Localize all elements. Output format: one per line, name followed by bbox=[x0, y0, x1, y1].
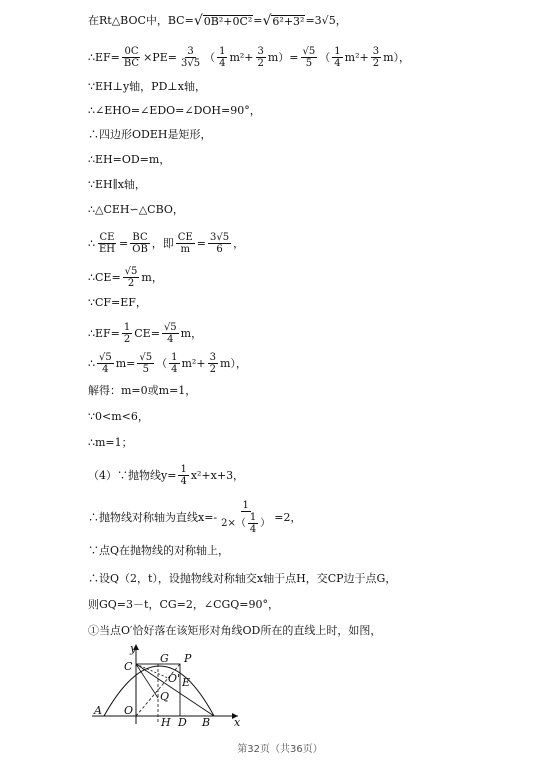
text: ， bbox=[233, 236, 245, 250]
fraction bbox=[256, 46, 266, 69]
fraction bbox=[208, 232, 231, 255]
denominator: BC bbox=[123, 58, 140, 69]
text: ∴设Q（2，t），设抛物线对称轴交x轴于点H，交CP边于点G， bbox=[88, 572, 397, 585]
line-18 bbox=[88, 500, 301, 535]
page-footer: 第32页（共36页） bbox=[237, 744, 323, 755]
fraction bbox=[130, 232, 150, 255]
label-q: Q bbox=[160, 690, 170, 703]
numerator: CE bbox=[99, 232, 115, 243]
label-e: E bbox=[182, 676, 191, 689]
fraction bbox=[137, 352, 154, 375]
label-h: H bbox=[161, 716, 171, 726]
numerator: 1 bbox=[242, 500, 249, 511]
denominator: 5 bbox=[142, 364, 149, 375]
numerator: √5 bbox=[163, 322, 177, 333]
fraction bbox=[122, 46, 141, 69]
text: （ bbox=[156, 356, 168, 370]
text: m= bbox=[115, 356, 136, 370]
denominator: 5 bbox=[305, 58, 313, 69]
label-p: P bbox=[184, 652, 192, 665]
line-21 bbox=[88, 598, 279, 612]
text: = bbox=[253, 14, 263, 27]
fraction bbox=[169, 352, 179, 375]
label-y: y bbox=[130, 642, 137, 655]
denominator: 4 bbox=[180, 476, 187, 487]
text: ∴EF= bbox=[88, 50, 120, 64]
numerator: 1 bbox=[123, 322, 131, 333]
text: =3√5， bbox=[305, 14, 347, 27]
line-22 bbox=[88, 624, 381, 638]
numerator: 3√5 bbox=[209, 232, 230, 243]
label-b: B bbox=[202, 716, 211, 726]
numerator: CE bbox=[177, 232, 193, 243]
text: m²+ bbox=[229, 50, 254, 64]
line-9 bbox=[88, 232, 244, 255]
line-2 bbox=[88, 46, 410, 69]
text: =2， bbox=[274, 510, 302, 524]
fraction bbox=[219, 500, 272, 535]
denominator: m bbox=[180, 244, 191, 255]
fraction bbox=[162, 322, 179, 345]
fraction bbox=[179, 46, 202, 69]
text: ∴EH=OD=m， bbox=[88, 153, 171, 166]
text: ∴抛物线对称轴为直线x=- bbox=[88, 510, 218, 524]
label-c: C bbox=[124, 660, 133, 673]
numerator: 3 bbox=[209, 352, 216, 363]
text: 解得：m=0或m=1， bbox=[88, 384, 197, 397]
text: m）= bbox=[267, 50, 299, 64]
numerator: 1 bbox=[334, 46, 341, 57]
text: ①当点O′恰好落在该矩形对角线OD所在的直线上时，如图， bbox=[88, 624, 382, 637]
fraction bbox=[217, 46, 227, 69]
denominator: 6 bbox=[216, 244, 223, 255]
numerator: √5 bbox=[139, 352, 153, 363]
text: m）， bbox=[219, 356, 247, 370]
text: ∵点Q在抛物线的对称轴上， bbox=[88, 544, 230, 557]
numerator: √5 bbox=[124, 266, 138, 277]
sqrt-expression: √ 6²+3² bbox=[262, 13, 305, 29]
denominator: 2 bbox=[372, 58, 380, 69]
text: ，即 bbox=[151, 236, 174, 250]
text: ∴CE= bbox=[88, 270, 121, 284]
text: ∵EH⊥y轴，PD⊥x轴， bbox=[88, 80, 206, 93]
numerator: 3 bbox=[372, 46, 380, 57]
denominator: 2 bbox=[209, 364, 216, 375]
fraction bbox=[122, 322, 132, 345]
numerator: 1 bbox=[249, 512, 257, 523]
numerator: 1 bbox=[180, 464, 187, 475]
denominator: 3√5 bbox=[180, 58, 201, 69]
line-3 bbox=[88, 80, 206, 94]
denominator: 4 bbox=[249, 524, 257, 535]
text: （4）∵抛物线y= bbox=[88, 468, 177, 482]
text: CE= bbox=[134, 326, 160, 340]
fraction bbox=[178, 464, 188, 487]
line-5 bbox=[88, 128, 211, 142]
numerator: √5 bbox=[99, 352, 112, 363]
denominator: 4 bbox=[334, 58, 341, 69]
label-o-prime: O' bbox=[168, 672, 181, 685]
text: （ bbox=[319, 50, 331, 64]
fraction bbox=[301, 46, 318, 69]
line-16 bbox=[88, 436, 133, 450]
label-d: D bbox=[178, 716, 187, 726]
fraction bbox=[97, 352, 114, 375]
text: m， bbox=[141, 270, 163, 284]
line-20 bbox=[88, 572, 396, 586]
line-17 bbox=[88, 464, 244, 487]
fraction bbox=[176, 232, 195, 255]
line-19 bbox=[88, 544, 229, 558]
text: ∴△CEH∽△CBO， bbox=[88, 203, 184, 216]
line-15 bbox=[88, 410, 149, 424]
parabola bbox=[104, 666, 214, 716]
text: ∵0<m<6， bbox=[88, 410, 149, 423]
text: = bbox=[196, 236, 206, 250]
sqrt-expression: √ 0B²+0C² bbox=[193, 13, 253, 29]
line-1 bbox=[88, 14, 347, 28]
sqrt-content: 6²+3² bbox=[272, 14, 305, 28]
numerator: 1 bbox=[171, 352, 178, 363]
denominator: 2 bbox=[257, 58, 264, 69]
text: = bbox=[119, 236, 129, 250]
numerator: 3 bbox=[187, 46, 194, 57]
line-14 bbox=[88, 384, 196, 398]
fraction bbox=[332, 46, 342, 69]
text: ∴EF= bbox=[88, 326, 120, 340]
text: 则GQ=3－t，CG=2，∠CGQ=90°， bbox=[88, 598, 280, 611]
fraction bbox=[208, 352, 218, 375]
denominator: 2 bbox=[123, 334, 131, 345]
text: ∴m=1； bbox=[88, 436, 133, 449]
text: ∴∠EHO=∠EDO=∠DOH=90°， bbox=[88, 104, 261, 117]
text: ∵CF=EF， bbox=[88, 296, 147, 309]
label-x: x bbox=[234, 716, 241, 726]
geometry-figure bbox=[88, 640, 248, 726]
fraction bbox=[123, 266, 140, 289]
denominator bbox=[219, 512, 272, 535]
numerator: BC bbox=[132, 232, 148, 243]
text: ∴四边形ODEH是矩形， bbox=[88, 128, 212, 141]
text: m²+ bbox=[344, 50, 369, 64]
denominator: 4 bbox=[219, 58, 226, 69]
text: （ bbox=[204, 50, 216, 64]
text: ∴ bbox=[88, 236, 95, 250]
numerator: 0C bbox=[124, 46, 139, 57]
line-6 bbox=[88, 153, 170, 167]
denominator: OB bbox=[132, 244, 148, 255]
denominator: 2 bbox=[127, 278, 135, 289]
line-7 bbox=[88, 178, 146, 192]
text: ） bbox=[260, 518, 271, 529]
denominator: 4 bbox=[102, 364, 109, 375]
line-10 bbox=[88, 266, 163, 289]
line-8 bbox=[88, 203, 184, 217]
numerator: 3 bbox=[257, 46, 264, 57]
label-a: A bbox=[94, 704, 102, 717]
fraction bbox=[97, 232, 117, 255]
numerator: √5 bbox=[302, 46, 316, 57]
text: x²+x+3， bbox=[190, 468, 245, 482]
denominator: 4 bbox=[167, 334, 174, 345]
numerator: 1 bbox=[219, 46, 226, 57]
label-o: O bbox=[124, 704, 134, 717]
line-13 bbox=[88, 352, 247, 375]
text: m）， bbox=[383, 50, 411, 64]
label-g: G bbox=[160, 652, 169, 665]
text: ×PE= bbox=[143, 50, 177, 64]
text: 2×（ bbox=[221, 518, 246, 529]
line-4 bbox=[88, 104, 261, 118]
text: ∵EH∥x轴， bbox=[88, 178, 146, 191]
denominator: 4 bbox=[171, 364, 178, 375]
text: ∴ bbox=[88, 356, 95, 370]
line-11 bbox=[88, 296, 147, 310]
text: m， bbox=[180, 326, 203, 340]
denominator: EH bbox=[99, 244, 116, 255]
text: 在Rt△BOC中，BC= bbox=[88, 14, 194, 27]
fraction bbox=[248, 512, 258, 535]
fraction bbox=[371, 46, 381, 69]
line-12 bbox=[88, 322, 202, 345]
sqrt-content: 0B²+0C² bbox=[203, 14, 253, 28]
text: m²+ bbox=[181, 356, 206, 370]
